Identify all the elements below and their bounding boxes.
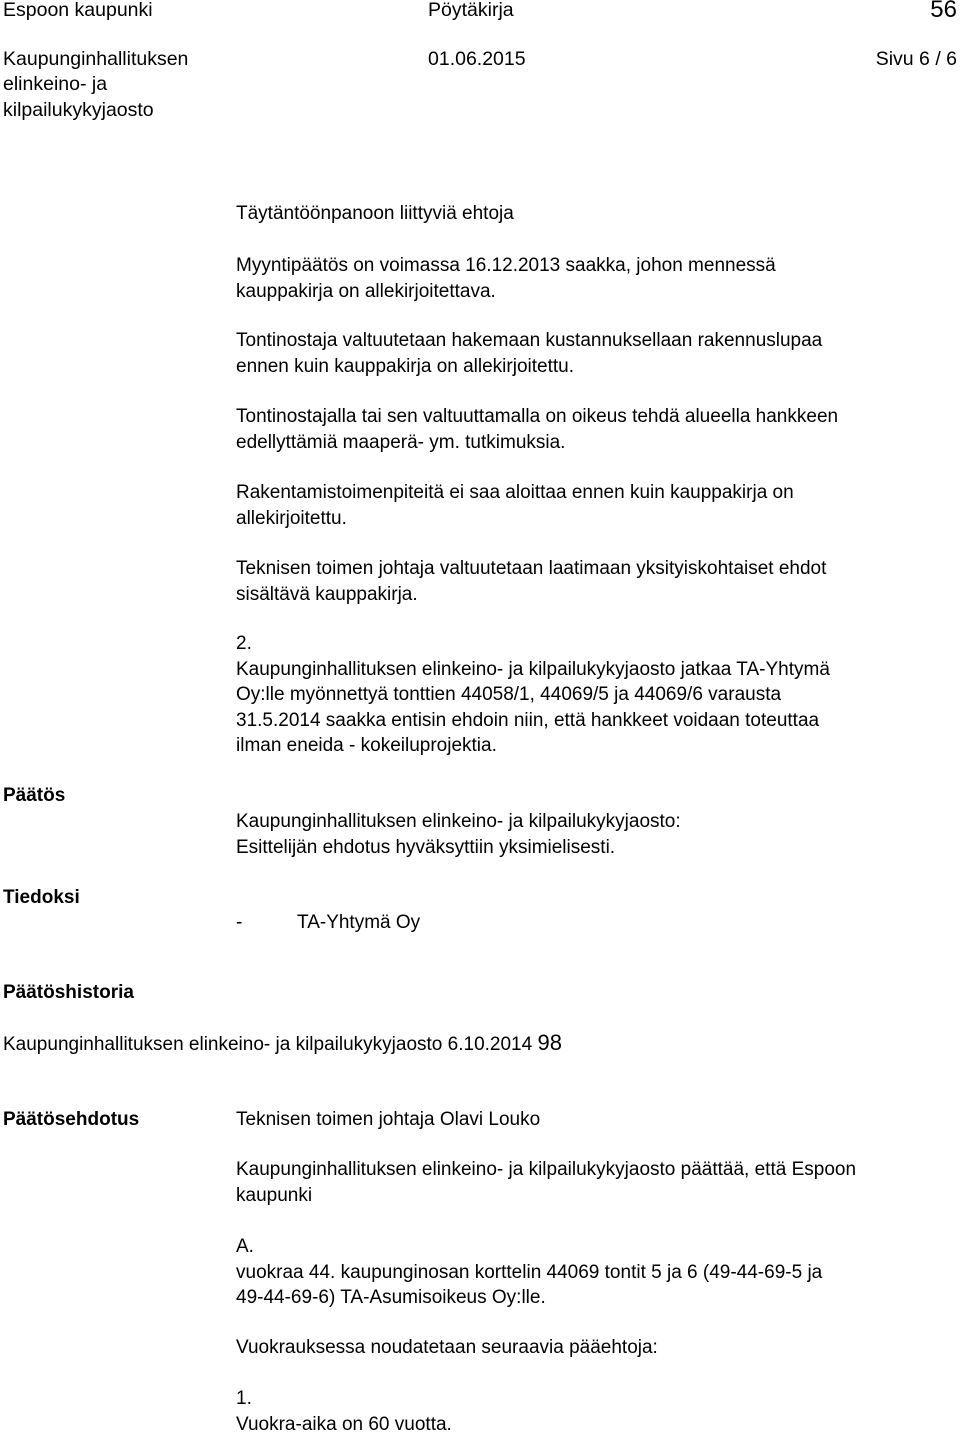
for-information-label: Tiedoksi [3,885,80,911]
conditions-heading: Täytäntöönpanoon liittyviä ehtoja [236,201,514,227]
text-line: Oy:lle myönnettyä tonttien 44058/1, 44069/5 ja 44069/6 varausta [236,682,956,708]
text-line: Kaupunginhallituksen elinkeino- ja kilpailukykyjaosto päättää, että Espoon [236,1157,956,1183]
condition-paragraph-5 [236,556,956,607]
condition-paragraph-1 [236,253,956,304]
text-line: edellyttämiä maaperä- ym. tutkimuksia. [236,430,956,456]
text-line: ennen kuin kauppakirja on allekirjoitettu. [236,354,956,380]
information-recipient-item [236,910,420,936]
text-line: ilman eneida - kokeiluprojektia. [236,733,956,759]
text-line: kauppakirja on allekirjoitettava. [236,279,956,305]
text-line: A. [236,1234,956,1260]
org-name: Espoon kaupunki [3,0,153,24]
text-line: Myyntipäätös on voimassa 16.12.2013 saakka, johon mennessä [236,253,956,279]
history-entry-number: 98 [537,1030,561,1055]
text-line: Kaupunginhallituksen elinkeino- ja kilpailukykyjaosto jatkaa TA-Yhtymä [236,657,956,683]
condition-paragraph-2 [236,328,956,379]
committee-name-line3: kilpailukykyjaosto [3,98,154,124]
text-line: 31.5.2014 saakka entisin ehdoin niin, että hankkeet voidaan toteuttaa [236,708,956,734]
term-1 [236,1386,956,1437]
proposal-a-block [236,1234,956,1311]
text-line: Tontinostajalla tai sen valtuuttamalla on oikeus tehdä alueella hankkeen [236,404,956,430]
decision-history-entry [3,1030,562,1058]
text-line: kaupunki [236,1183,956,1209]
proposal-presenter: Teknisen toimen johtaja Olavi Louko [236,1107,540,1133]
text-line: Vuokra-aika on 60 vuotta. [236,1412,956,1437]
history-entry-text: Kaupunginhallituksen elinkeino- ja kilpailukykyjaosto 6.10.2014 [3,1034,537,1055]
text-line: vuokraa 44. kaupunginosan korttelin 44069 tontit 5 ja 6 (49-44-69-5 ja [236,1260,956,1286]
condition-paragraph-6 [236,631,956,759]
decision-label: Päätös [3,783,65,809]
text-line: 49-44-69-6) TA-Asumisoikeus Oy:lle. [236,1285,956,1311]
decision-history-label: Päätöshistoria [3,980,134,1006]
committee-name-line1: Kaupunginhallituksen [3,47,188,73]
text-line: Tontinostaja valtuutetaan hakemaan kustannuksellaan rakennuslupaa [236,328,956,354]
document-type: Pöytäkirja [428,0,514,24]
decision-text [236,809,956,860]
text-line: sisältävä kauppakirja. [236,582,956,608]
text-line: Kaupunginhallituksen elinkeino- ja kilpailukykyjaosto: [236,809,956,835]
text-line: Esittelijän ehdotus hyväksyttiin yksimielisesti. [236,835,956,861]
meeting-date: 01.06.2015 [428,47,526,73]
text-line: Rakentamistoimenpiteitä ei saa aloittaa ennen kuin kauppakirja on [236,480,956,506]
decision-proposal-label: Päätösehdotus [3,1107,139,1133]
section-number: 56 [930,0,957,23]
page-number: Sivu 6 / 6 [876,47,957,73]
committee-name-line2: elinkeino- ja [3,72,107,98]
terms-intro: Vuokrauksessa noudatetaan seuraavia pääehtoja: [236,1335,658,1361]
information-recipient: TA-Yhtymä Oy [297,912,420,933]
text-line: 2. [236,631,956,657]
text-line: Teknisen toimen johtaja valtuutetaan laatimaan yksityiskohtaiset ehdot [236,556,956,582]
list-dash: - [236,910,297,936]
condition-paragraph-3 [236,404,956,455]
text-line: allekirjoitettu. [236,506,956,532]
condition-paragraph-4 [236,480,956,531]
text-line: 1. [236,1386,956,1412]
proposal-intro [236,1157,956,1208]
